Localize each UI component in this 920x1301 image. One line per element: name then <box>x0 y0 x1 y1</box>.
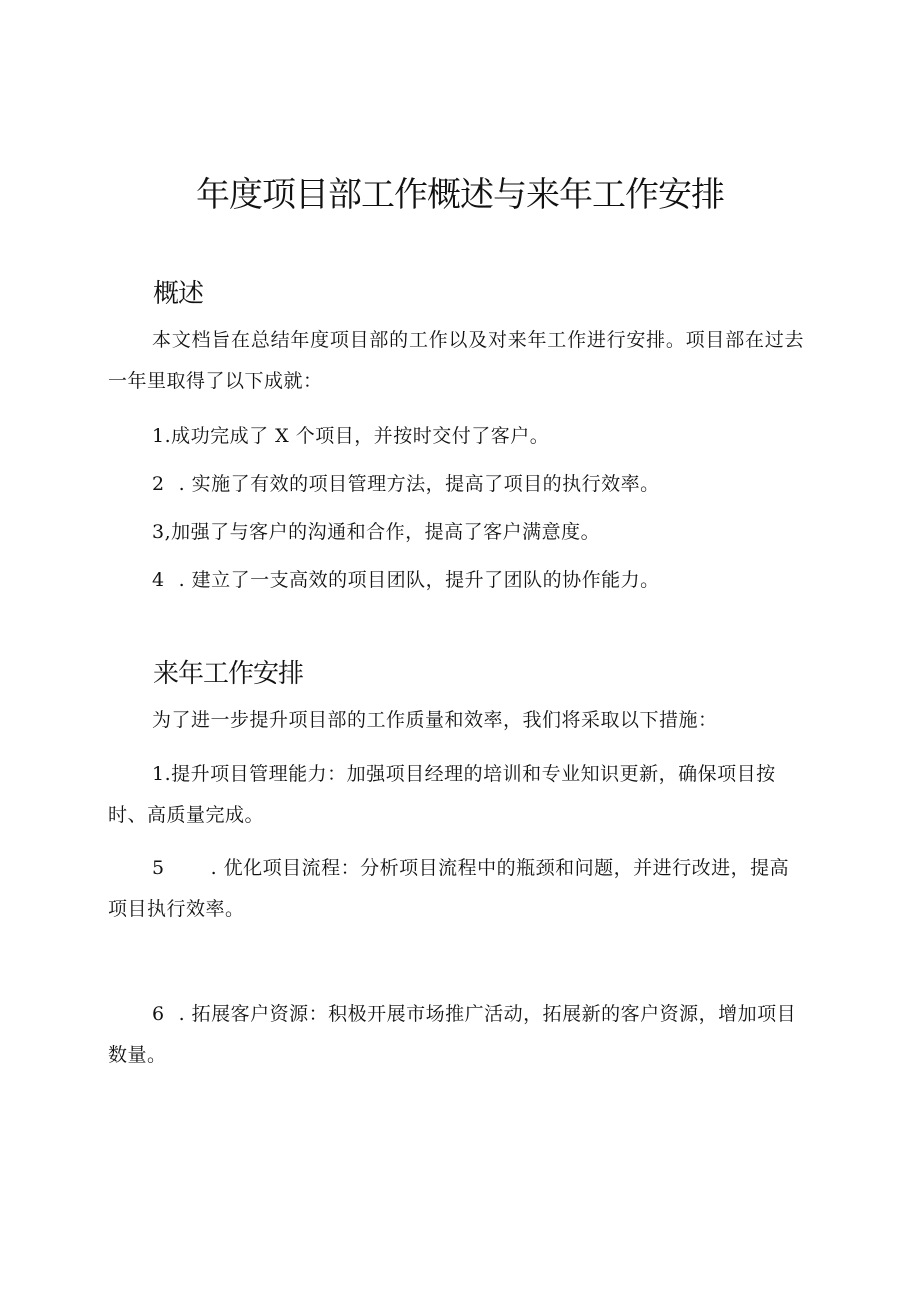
item-text: 成功完成了 X 个项目，并按时交付了客户。 <box>171 425 550 447</box>
item-number: 4 <box>152 569 165 591</box>
item-number: 6 <box>152 1003 165 1025</box>
item-text: 加强了与客户的沟通和合作，提高了客户满意度。 <box>171 521 601 543</box>
overview-item <box>108 512 804 553</box>
item-text: . 实施了有效的项目管理方法，提高了项目的执行效率。 <box>178 473 660 495</box>
plan-item <box>108 848 804 930</box>
item-text: . 拓展客户资源：积极开展市场推广活动，拓展新的客户资源，增加项目数量。 <box>108 1003 797 1066</box>
overview-intro: 本文档旨在总结年度项目部的工作以及对来年工作进行安排。项目部在过去一年里取得了以下成就： <box>108 329 804 392</box>
plan-item <box>108 994 804 1076</box>
item-number: 5 <box>152 857 165 879</box>
item-number: 2 <box>152 473 165 495</box>
section-heading-plan: 来年工作安排 <box>153 659 304 689</box>
item-number: 3, <box>152 521 172 543</box>
item-text: 提升项目管理能力：加强项目经理的培训和专业知识更新，确保项目按时、高质量完成。 <box>108 763 776 826</box>
item-text: . 优化项目流程：分析项目流程中的瓶颈和问题，并进行改进，提高项目执行效率。 <box>108 857 790 920</box>
item-text: . 建立了一支高效的项目团队，提升了团队的协作能力。 <box>178 569 660 591</box>
overview-item <box>108 560 804 601</box>
section-heading-overview: 概述 <box>153 279 204 309</box>
plan-intro: 为了进一步提升项目部的工作质量和效率，我们将采取以下措施： <box>152 709 718 731</box>
overview-item <box>108 416 804 457</box>
item-number: 1. <box>152 425 172 447</box>
overview-item <box>108 464 804 505</box>
item-number: 1. <box>152 763 172 785</box>
document-title: 年度项目部工作概述与来年工作安排 <box>196 175 724 215</box>
plan-item <box>108 754 804 836</box>
